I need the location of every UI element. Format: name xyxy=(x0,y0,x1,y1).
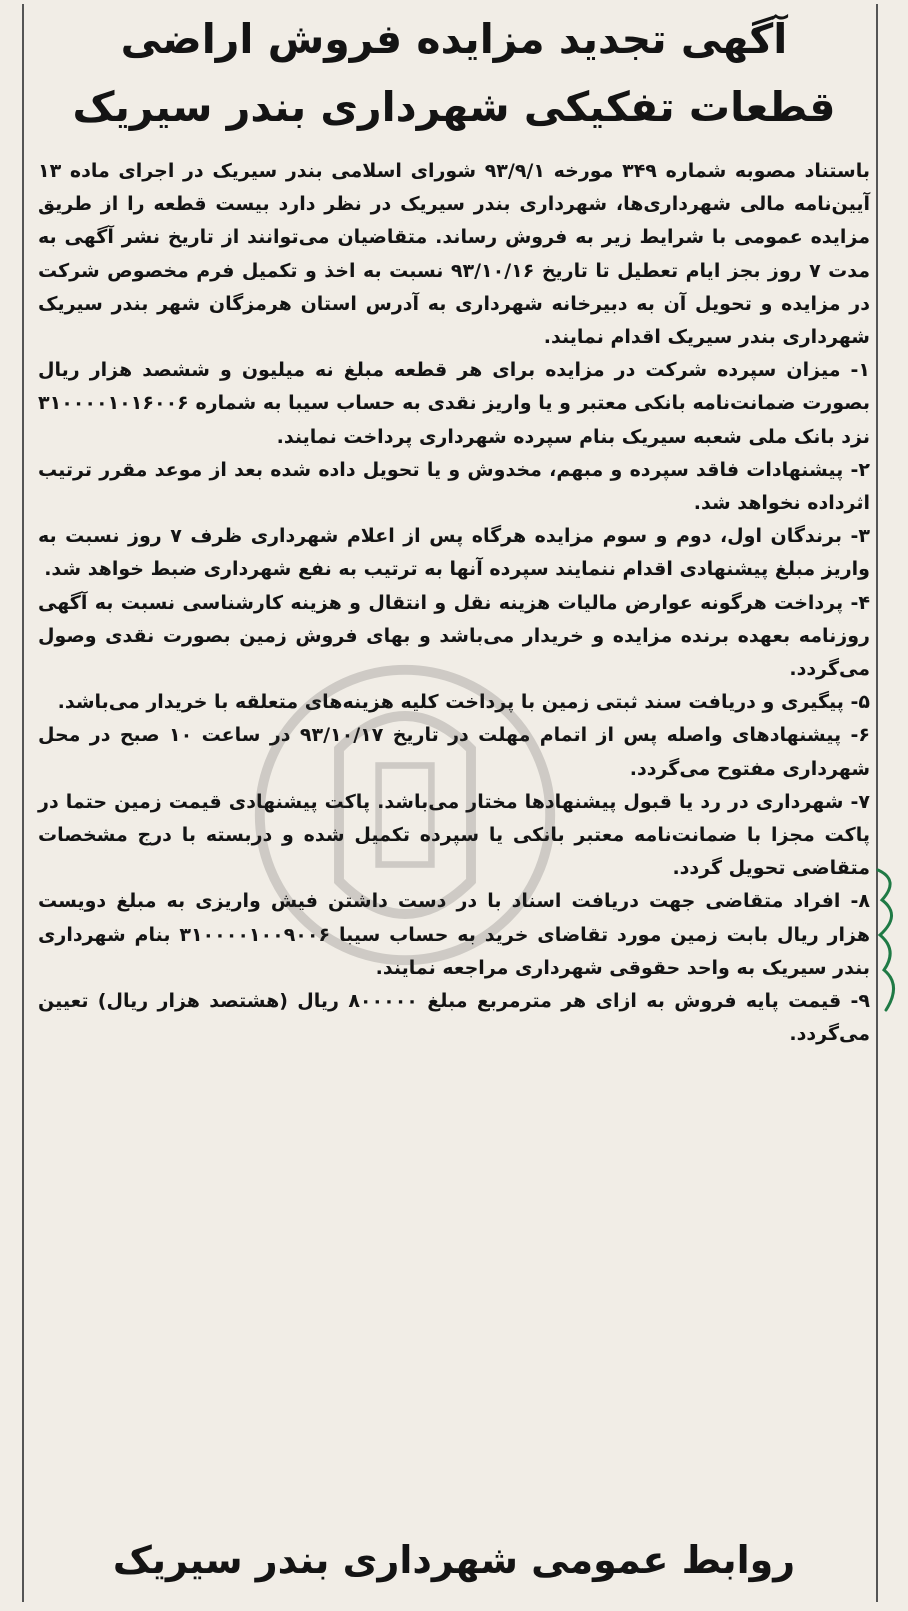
condition-8: ۸- افراد متقاضی جهت دریافت اسناد با در دست داشتن فیش واریزی به مبلغ دویست هزار ریال بابت زمین مورد تقاضای خرید به حساب سیبا ۳۱۰۰۰۰۱۰۰۹۰۰۶ بنام شهرداری بندر سیریک به واحد حقوقی شهرداری مراجعه نمایند. xyxy=(38,890,871,979)
headline-line-1: آگهی تجدید مزایده فروش اراضی xyxy=(120,15,788,63)
condition-7: ۷- شهرداری در رد یا قبول پیشنهادها مختار می‌باشد. پاکت پیشنهادی قیمت زمین حتما در پاکت مجزا با ضمانت‌نامه معتبر بانکی یا سپرده تکمیل شده و دربسته با درج مشخصات متقاضی تحویل گردد. xyxy=(38,790,870,880)
announcement-body xyxy=(38,155,870,1051)
condition-9: ۹- قیمت پایه فروش به ازای هر مترمربع مبلغ ۸۰۰۰۰۰ ریال (هشتصد هزار ریال) تعیین می‌گردد. xyxy=(38,990,871,1046)
condition-2: ۲- پیشنهادات فاقد سپرده و مبهم، مخدوش و یا تحویل داده شده بعد از موعد مقرر ترتیب اثرداده نخواهد شد. xyxy=(38,458,870,515)
condition-3: ۳- برندگان اول، دوم و سوم مزایده هرگاه پس از اعلام شهرداری ظرف ۷ روز نسبت به واریز مبلغ پیشنهادی اقدام ننمایند سپرده آنها به ترتیب به نفع شهرداری ضبط خواهد شد. xyxy=(38,525,870,581)
condition-6: ۶- پیشنهادهای واصله پس از اتمام مهلت در تاریخ ۹۳/۱۰/۱۷ در ساعت ۱۰ صبح در محل شهرداری مفتوح می‌گردد. xyxy=(38,724,870,780)
condition-5: ۵- پیگیری و دریافت سند ثبتی زمین با پرداخت کلیه هزینه‌های متعلقه با خریدار می‌باشد. xyxy=(57,691,870,714)
condition-1: ۱- میزان سپرده شرکت در مزایده برای هر قطعه مبلغ نه میلیون و ششصد هزار ریال بصورت ضمانت‌نامه بانکی معتبر و یا واریز نقدی به حساب سیبا به شماره ۳۱۰۰۰۰۱۰۱۶۰۰۶ نزد بانک ملی شعبه سیریک بنام سپرده شهرداری پرداخت نمایند. xyxy=(38,359,870,448)
headline-line-2: قطعات تفکیکی شهرداری بندر سیریک xyxy=(72,83,836,131)
condition-4: ۴- پرداخت هرگونه عوارض مالیات هزینه نقل و انتقال و هزینه کارشناسی نسبت به آگهی روزنامه بعهده برنده مزایده و خریدار می‌باشد و بهای فروش زمین بصورت نقدی وصول می‌گردد. xyxy=(38,591,870,681)
intro-paragraph: باستناد مصوبه شماره ۳۴۹ مورخه ۹۳/۹/۱ شورای اسلامی بندر سیریک در اجرای ماده ۱۳ آیین‌نامه مالی شهرداری‌ها، شهرداری بندر سیریک در نظر دارد بیست قطعه را از طریق مزایده عمومی با شرایط زیر به فروش رساند. متقاضیان می‌توانند از تاریخ نشر آگهی به مدت ۷ روز بجز ایام تعطیل تا تاریخ ۹۳/۱۰/۱۶ نسبت به اخذ و تکمیل فرم مخصوص شرکت در مزایده و تحویل آن به دبیرخانه شهرداری به آدرس استان هرمزگان شهر بندر سیریک شهرداری بندر سیریک اقدام نمایند. xyxy=(38,160,870,349)
footer-signature: روابط عمومی شهرداری بندر سیریک xyxy=(112,1538,796,1582)
